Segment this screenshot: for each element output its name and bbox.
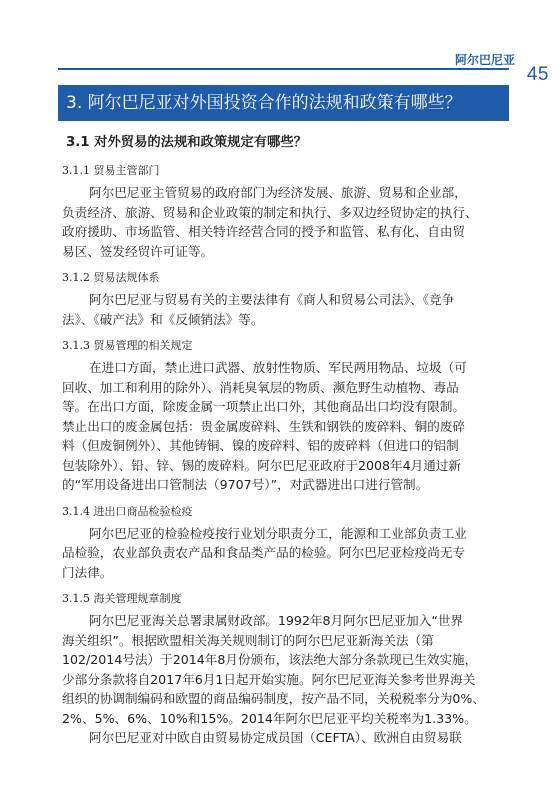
subsection-heading: 3.1.4 进出口商品检验检疫 xyxy=(62,504,193,518)
text-line: 易区、签发经贸许可证等。 xyxy=(62,243,214,259)
text-line: 品检验，农业部负责农产品和食品类产品的检验。阿尔巴尼亚检疫尚无专 xyxy=(62,545,465,560)
paragraph xyxy=(58,290,509,329)
text-line: 料（但废铜例外）、其他铸铜、镍的废碎料、铝的废碎料（但进口的铝制 xyxy=(62,438,459,453)
text-line: 组织的协调制编码和欧盟的商品编码制度，按产品不同，关税税率分为0%、 xyxy=(62,691,485,706)
page-number: 45 xyxy=(526,64,549,85)
text-line: 包装除外）、铅、锌、锡的废碎料。阿尔巴尼亚政府于2008年4月通过新 xyxy=(62,457,461,473)
section-heading: 3.1 对外贸易的法规和政策规定有哪些？ xyxy=(66,135,307,150)
text-line: 阿尔巴尼亚对中欧自由贸易协定成员国（CEFTA）、欧洲自由贸易联 xyxy=(89,730,462,745)
text-line: 回收、加工和利用的除外）、消耗臭氧层的物质、濒危野生动植物、毒品 xyxy=(62,379,459,395)
page-content xyxy=(58,126,509,748)
subsection-heading: 3.1.1 贸易主管部门 xyxy=(62,164,160,177)
running-header-country: 阿尔巴尼亚 xyxy=(454,53,515,67)
subsection-heading: 3.1.3 贸易管理的相关规定 xyxy=(62,339,193,352)
text-line: 阿尔巴尼亚主管贸易的政府部门为经济发展、旅游、贸易和企业部， xyxy=(89,185,467,200)
text-line: 2%、5%、6%、10%和15%。2014年阿尔巴尼亚平均关税率为1.33%。 xyxy=(62,710,477,726)
text-line: 阿尔巴尼亚与贸易有关的主要法律有《商人和贸易公司法》、《竞争 xyxy=(89,292,455,307)
paragraph xyxy=(58,358,509,495)
paragraph xyxy=(58,524,509,583)
chapter-title-banner: 3. 阿尔巴尼亚对外国投资合作的法规和政策有哪些？ xyxy=(58,85,509,121)
header-rule xyxy=(58,68,509,70)
text-line: 法》、《破产法》和《反倾销法》等。 xyxy=(62,311,264,327)
text-line: 负责经济、旅游、贸易和企业政策的制定和执行、多双边经贸协定的执行、 xyxy=(62,204,478,220)
subsection-heading: 3.1.5 海关管理规章制度 xyxy=(62,592,182,605)
subsection-heading: 3.1.2 贸易法规体系 xyxy=(62,271,160,284)
text-line: 102/2014号法）于2014年8月份颁布，该法绝大部分条款现已生效实施， xyxy=(62,652,478,667)
text-line: 政府援助、市场监管、相关特许经营合同的授予和监管、私有化、自由贸 xyxy=(62,224,465,239)
text-line: 门法律。 xyxy=(62,564,113,580)
text-line: 少部分条款将自2017年6月1日起开始实施。阿尔巴尼亚海关参考世界海关 xyxy=(62,671,476,687)
text-line: 阿尔巴尼亚的检验检疫按行业划分职责分工，能源和工业部负责工业 xyxy=(89,525,467,541)
text-line: 在进口方面，禁止进口武器、放射性物质、军民两用物品、垃圾（可 xyxy=(89,360,467,375)
text-line: 海关组织”。根据欧盟相关海关规则制订的阿尔巴尼亚新海关法（第 xyxy=(62,632,434,648)
text-line: 的“军用设备进出口管制法（9707号）”，对武器进出口进行管制。 xyxy=(62,477,429,492)
text-line: 禁止出口的废金属包括：贵金属废碎料、生铁和钢铁的废碎料、铜的废碎 xyxy=(62,418,465,434)
paragraph xyxy=(58,183,509,261)
text-line: 阿尔巴尼亚海关总署隶属财政部。1992年8月阿尔巴尼亚加入“世界 xyxy=(89,613,464,628)
paragraph xyxy=(58,611,509,748)
text-line: 等。在出口方面，除废金属一项禁止出口外，其他商品出口均没有限制。 xyxy=(62,399,465,414)
